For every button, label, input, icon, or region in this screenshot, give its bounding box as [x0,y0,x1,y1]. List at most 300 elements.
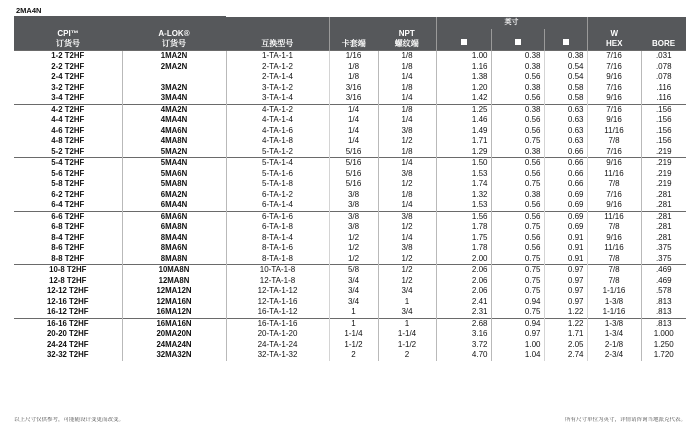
bore-value: .578 [641,286,686,297]
dimension-b-value: 0.56 [491,243,544,254]
bore-value: .281 [641,211,686,222]
dim-c-column-header [544,29,587,51]
npt-header-label: NPT [398,29,415,38]
alok-part-number: 5MA2N [122,147,226,158]
dimension-b-value: 0.56 [491,72,544,83]
clamp-end-size: 1/4 [329,136,378,147]
dimension-a-value: 2.00 [436,254,491,265]
w-hex-size: 7/16 [587,62,641,73]
bore-value: .813 [641,307,686,318]
w-hex-size: 11/16 [587,126,641,137]
w-header-label: W [610,29,619,38]
interchange-part-number: 16-TA-1-16 [226,318,329,329]
alok-part-number: 6MA2N [122,190,226,201]
cpi-part-number: 12-12 T2HF [46,286,89,296]
clamp-end-size: 5/8 [329,265,378,276]
alok-part-number: 12MA8N [122,276,226,287]
interchange-part-number: 4-TA-1-8 [226,136,329,147]
cpi-part-number: 5-8 T2HF [51,179,85,189]
bore-value: 1.250 [641,340,686,351]
alok-part-number: 5MA4N [122,158,226,169]
dimension-c-value: 1.71 [544,329,587,340]
table-row [14,72,686,83]
dimensions-group-header: 英寸 [436,17,587,30]
bore-value: .078 [641,62,686,73]
bore-value: .281 [641,200,686,211]
clamp-end-size: 3/16 [329,93,378,104]
table-row [14,340,686,351]
interchange-column-header: 互换型号 [226,29,329,51]
dimension-a-value: 1.25 [436,104,491,115]
cpi-part-number: 6-2 T2HF [51,189,85,199]
alok-part-number: 4MA4N [122,115,226,126]
interchange-part-number: 6-TA-1-4 [226,200,329,211]
interchange-part-number: 4-TA-1-2 [226,104,329,115]
table-row [14,211,686,222]
npt-thread-size: 1/4 [378,115,436,126]
dimension-a-value: 2.41 [436,297,491,308]
dimension-a-value: 1.53 [436,169,491,180]
npt-thread-size: 1-1/4 [378,329,436,340]
table-row [14,51,686,62]
dimension-b-value: 0.56 [491,115,544,126]
bore-value: .375 [641,254,686,265]
interchange-part-number: 12-TA-1-8 [226,276,329,287]
clamp-end-size: 1/4 [329,104,378,115]
cpi-part-number: 4-4 T2HF [51,115,85,125]
dimension-b-value: 0.75 [491,286,544,297]
clamp-end-column-header: 卡套端 [329,29,378,51]
npt-thread-size: 3/4 [378,286,436,297]
interchange-part-number: 5-TA-1-6 [226,169,329,180]
cpi-column-header [14,29,122,51]
dimension-c-value: 2.74 [544,350,587,361]
interchange-part-number: 5-TA-1-4 [226,158,329,169]
bore-value: .813 [641,297,686,308]
clamp-end-size: 5/16 [329,169,378,180]
cpi-part-number: 8-8 T2HF [51,253,85,263]
dimension-b-value: 0.75 [491,136,544,147]
w-hex-size: 9/16 [587,72,641,83]
cpi-part-number: 20-20 T2HF [46,329,89,339]
bore-value: .156 [641,136,686,147]
alok-part-number: 4MA8N [122,136,226,147]
cpi-part-number: 8-4 T2HF [51,232,85,242]
clamp-end-size: 1-1/4 [329,329,378,340]
alok-part-number: 16MA12N [122,307,226,318]
w-hex-size: 7/16 [587,83,641,94]
w-hex-size: 7/16 [587,147,641,158]
w-hex-size: 11/16 [587,243,641,254]
table-row [14,169,686,180]
dimension-b-value: 0.56 [491,233,544,244]
npt-thread-size: 1/8 [378,147,436,158]
clamp-end-size: 1/2 [329,243,378,254]
dimension-a-value: 1.78 [436,243,491,254]
table-row [14,136,686,147]
clamp-end-size: 5/16 [329,158,378,169]
dimension-c-value: 0.97 [544,276,587,287]
dimension-a-value: 1.49 [436,126,491,137]
table-row [14,62,686,73]
dimension-b-value: 0.38 [491,83,544,94]
npt-thread-size: 3/8 [378,126,436,137]
dimension-c-value: 1.22 [544,307,587,318]
dimension-a-value: 1.00 [436,51,491,62]
npt-thread-size: 2 [378,350,436,361]
dimension-a-value: 3.16 [436,329,491,340]
cpi-header-label: CPI™ [57,29,79,38]
table-row [14,297,686,308]
table-row [14,329,686,340]
dimension-c-value: 0.66 [544,158,587,169]
alok-part-number: 8MA6N [122,243,226,254]
interchange-part-number: 1-TA-1-1 [226,51,329,62]
bore-value: .281 [641,190,686,201]
dimension-b-value: 0.75 [491,222,544,233]
npt-thread-size: 1/2 [378,222,436,233]
table-row [14,158,686,169]
dimension-c-value: 0.63 [544,104,587,115]
npt-thread-size: 1/4 [378,72,436,83]
w-hex-size: 9/16 [587,200,641,211]
w-hex-size: 11/16 [587,169,641,180]
npt-thread-size: 1/8 [378,190,436,201]
footer-note-right: 所有尺寸单位为英寸，详情请咨询当地派克代表。 [564,417,686,423]
dimension-c-value: 0.91 [544,243,587,254]
dimension-a-value: 1.53 [436,200,491,211]
w-hex-size: 9/16 [587,233,641,244]
bore-value: .813 [641,318,686,329]
interchange-part-number: 4-TA-1-6 [226,126,329,137]
cpi-part-number: 6-4 T2HF [51,200,85,210]
table-row [14,179,686,190]
cpi-part-number: 5-2 T2HF [51,146,85,156]
cpi-part-number: 10-8 T2HF [14,265,122,276]
dim-b-column-header [491,29,544,51]
npt-thread-size: 1 [378,318,436,329]
alok-part-number: 5MA8N [122,179,226,190]
table-row [14,222,686,233]
interchange-part-number: 20-TA-1-20 [226,329,329,340]
clamp-end-size: 1 [329,318,378,329]
w-hex-size: 9/16 [587,93,641,104]
table-row [14,307,686,318]
interchange-part-number: 5-TA-1-2 [226,147,329,158]
w-hex-size: 9/16 [587,158,641,169]
clamp-end-size: 3/4 [329,276,378,287]
alok-part-number: 8MA4N [122,233,226,244]
dimension-b-value: 0.56 [491,200,544,211]
dimension-c-value: 0.69 [544,211,587,222]
clamp-end-size: 3/4 [329,286,378,297]
clamp-end-size: 1-1/2 [329,340,378,351]
dimension-a-value: 1.42 [436,93,491,104]
clamp-end-size: 1 [329,307,378,318]
npt-thread-size: 1/8 [378,104,436,115]
w-hex-size: 7/8 [587,222,641,233]
cpi-part-number: 1-2 T2HF [14,51,122,62]
clamp-end-size: 3/8 [329,222,378,233]
dimension-c-value: 1.22 [544,318,587,329]
w-hex-size: 7/8 [587,276,641,287]
w-hex-size: 2-3/4 [587,350,641,361]
npt-thread-size: 1/4 [378,158,436,169]
hex-header-label: HEX [606,39,623,48]
dimension-a-value: 1.38 [436,72,491,83]
npt-thread-size: 1/2 [378,254,436,265]
dimension-b-value: 0.94 [491,297,544,308]
clamp-end-size: 5/16 [329,179,378,190]
w-hex-size: 7/8 [587,254,641,265]
dimension-c-value: 0.97 [544,297,587,308]
dimension-a-value: 2.06 [436,286,491,297]
dimension-b-value: 0.75 [491,307,544,318]
dimension-a-value: 4.70 [436,350,491,361]
npt-thread-size: 1/4 [378,233,436,244]
table-body [14,51,686,361]
dimension-c-value: 0.63 [544,115,587,126]
dimension-c-value: 0.58 [544,93,587,104]
npt-thread-size: 1/8 [378,51,436,62]
bore-value: .031 [641,51,686,62]
cpi-part-number: 32-32 T2HF [46,350,89,360]
interchange-part-number: 6-TA-1-8 [226,222,329,233]
dimension-c-value: 0.58 [544,83,587,94]
interchange-part-number: 24-TA-1-24 [226,340,329,351]
dimension-b-value: 0.38 [491,147,544,158]
w-hex-size: 7/8 [587,136,641,147]
table-row [14,190,686,201]
npt-thread-size: 3/8 [378,169,436,180]
alok-part-number: 4MA2N [122,104,226,115]
dimension-a-value: 1.78 [436,222,491,233]
alok-part-number: 3MA4N [122,93,226,104]
npt-thread-size: 3/4 [378,307,436,318]
table-row [14,126,686,137]
interchange-part-number: 8-TA-1-8 [226,254,329,265]
dimension-c-value: 0.69 [544,190,587,201]
alok-part-number: 12MA12N [122,286,226,297]
w-hex-size: 1-1/16 [587,307,641,318]
dimension-b-value: 0.56 [491,93,544,104]
dimension-a-value: 1.16 [436,62,491,73]
dimension-b-value: 0.94 [491,318,544,329]
dimension-b-icon [515,39,521,45]
table-row [14,276,686,287]
dimension-c-value: 0.69 [544,222,587,233]
dimension-a-value: 1.75 [436,233,491,244]
npt-thread-size: 1/8 [378,62,436,73]
series-label: 2MA4N [14,6,226,17]
alok-part-number: 32MA32N [122,350,226,361]
alok-part-number [122,72,226,83]
cpi-part-number: 6-6 T2HF [14,211,122,222]
npt-header-sublabel: 螺纹端 [394,39,419,48]
dimension-c-value: 0.63 [544,126,587,137]
clamp-end-size: 3/8 [329,211,378,222]
dimension-a-icon [461,39,467,45]
bore-value: .375 [641,243,686,254]
interchange-part-number: 12-TA-1-12 [226,286,329,297]
interchange-part-number: 5-TA-1-8 [226,179,329,190]
cpi-part-number: 4-8 T2HF [51,136,85,146]
dim-a-column-header [436,29,491,51]
dimension-b-value: 0.38 [491,62,544,73]
bore-value: .078 [641,72,686,83]
clamp-end-size: 3/8 [329,190,378,201]
dimension-b-value: 0.56 [491,126,544,137]
bore-value: .116 [641,83,686,94]
dimension-c-value: 0.54 [544,62,587,73]
cpi-part-number: 6-8 T2HF [51,222,85,232]
cpi-part-number: 24-24 T2HF [46,339,89,349]
dimension-c-value: 0.54 [544,72,587,83]
interchange-part-number: 6-TA-1-6 [226,211,329,222]
interchange-part-number: 8-TA-1-6 [226,243,329,254]
dimension-b-value: 1.00 [491,340,544,351]
dimension-b-value: 0.38 [491,190,544,201]
table-row [14,233,686,244]
cpi-part-number: 2-4 T2HF [51,72,85,82]
cpi-part-number: 16-12 T2HF [46,307,89,317]
alok-part-number: 24MA24N [122,340,226,351]
w-hex-size: 11/16 [587,211,641,222]
clamp-end-size: 1/4 [329,126,378,137]
bore-value: .281 [641,233,686,244]
w-hex-size: 1-3/8 [587,297,641,308]
cpi-part-number: 3-2 T2HF [51,82,85,92]
alok-part-number: 10MA8N [122,265,226,276]
cpi-part-number: 4-6 T2HF [51,125,85,135]
clamp-end-size: 5/16 [329,147,378,158]
clamp-end-size: 3/4 [329,297,378,308]
w-hex-size: 7/8 [587,179,641,190]
dimension-b-value: 0.75 [491,254,544,265]
cpi-part-number: 4-2 T2HF [14,104,122,115]
npt-thread-size: 1/2 [378,179,436,190]
dimension-a-value: 2.31 [436,307,491,318]
dimension-a-value: 1.29 [436,147,491,158]
dimension-a-value: 1.46 [436,115,491,126]
w-hex-size: 7/16 [587,190,641,201]
table-row [14,83,686,94]
dimension-a-value: 1.32 [436,190,491,201]
cpi-part-number: 16-16 T2HF [14,318,122,329]
dimension-b-value: 0.75 [491,179,544,190]
w-hex-size: 1-3/4 [587,329,641,340]
bore-value: .219 [641,147,686,158]
npt-thread-size: 3/8 [378,211,436,222]
footer-note-left: 以上尺寸仅供参考，可能随设计变更而改变。 [14,417,125,423]
dimension-a-value: 3.72 [436,340,491,351]
dimension-b-value: 0.56 [491,158,544,169]
bore-value: .156 [641,115,686,126]
alok-part-number: 16MA16N [122,318,226,329]
table-row [14,254,686,265]
dimension-c-value: 2.05 [544,340,587,351]
npt-thread-size: 1-1/2 [378,340,436,351]
clamp-end-size: 2 [329,350,378,361]
interchange-part-number: 2-TA-1-2 [226,62,329,73]
alok-header-label: A-LOK® [158,29,190,38]
dimension-a-value: 1.71 [436,136,491,147]
table-row [14,115,686,126]
w-hex-size: 7/16 [587,104,641,115]
interchange-part-number: 3-TA-1-2 [226,83,329,94]
dimension-c-value: 0.91 [544,233,587,244]
part-number-table [14,6,686,361]
table-row [14,104,686,115]
table-row [14,350,686,361]
cpi-part-number: 2-2 T2HF [51,61,85,71]
alok-part-number: 6MA4N [122,200,226,211]
interchange-part-number: 3-TA-1-4 [226,93,329,104]
clamp-end-size: 1/8 [329,62,378,73]
bore-value: .156 [641,104,686,115]
table-row [14,147,686,158]
dimension-c-value: 0.66 [544,147,587,158]
clamp-end-size: 1/2 [329,254,378,265]
cpi-part-number: 12-8 T2HF [49,275,87,285]
w-hex-column-header [587,29,641,51]
dimension-c-value: 0.97 [544,286,587,297]
cpi-header-sublabel: 订货号 [56,39,80,48]
w-hex-size: 1-1/16 [587,286,641,297]
dimension-c-value: 0.69 [544,200,587,211]
w-hex-size: 2-1/8 [587,340,641,351]
npt-thread-size: 3/8 [378,243,436,254]
clamp-end-size: 1/16 [329,51,378,62]
interchange-part-number: 2-TA-1-4 [226,72,329,83]
alok-part-number: 1MA2N [122,51,226,62]
table-row [14,318,686,329]
table-row [14,243,686,254]
npt-thread-size: 1/4 [378,200,436,211]
dimension-b-value: 0.56 [491,169,544,180]
alok-part-number: 8MA8N [122,254,226,265]
dimension-b-value: 0.97 [491,329,544,340]
w-hex-size: 9/16 [587,115,641,126]
interchange-part-number: 32-TA-1-32 [226,350,329,361]
dimension-b-value: 0.38 [491,104,544,115]
dimension-b-value: 0.56 [491,211,544,222]
interchange-part-number: 10-TA-1-8 [226,265,329,276]
dimension-c-value: 0.38 [544,51,587,62]
bore-value: .219 [641,169,686,180]
dimension-c-icon [563,39,569,45]
npt-thread-size: 1 [378,297,436,308]
dimension-b-value: 1.04 [491,350,544,361]
npt-thread-size: 1/8 [378,83,436,94]
w-hex-size: 1-3/8 [587,318,641,329]
dimension-c-value: 0.63 [544,136,587,147]
dimension-a-value: 2.68 [436,318,491,329]
clamp-end-size: 1/2 [329,233,378,244]
bore-value: .469 [641,276,686,287]
cpi-part-number: 5-6 T2HF [51,168,85,178]
dimension-a-value: 2.06 [436,265,491,276]
fitting-spec-sheet [14,6,686,361]
bore-value: .219 [641,179,686,190]
clamp-end-size: 1/4 [329,115,378,126]
dimension-a-value: 2.06 [436,276,491,287]
bore-value: .156 [641,126,686,137]
interchange-part-number: 4-TA-1-4 [226,115,329,126]
clamp-end-size: 1/8 [329,72,378,83]
dimension-b-value: 0.75 [491,276,544,287]
npt-thread-size: 1/2 [378,136,436,147]
